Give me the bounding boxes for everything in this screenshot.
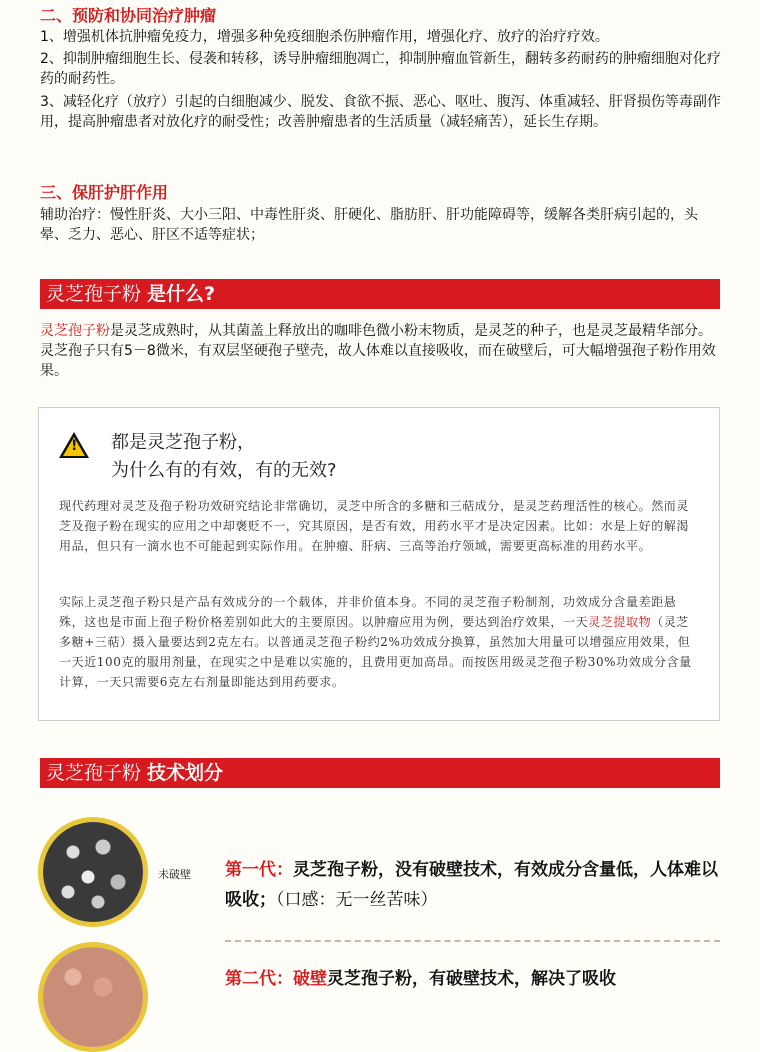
gen2-body: 灵芝孢子粉，有破壁技术，解决了吸收 [327, 969, 616, 989]
notice-p2-part-a: 实际上灵芝孢子粉只是产品有效成分的一个载体，并非价值本身。不同的灵芝孢子粉制剂，功效成分含量差距悬殊，这也是市面上孢子粉价格差别如此大的主要原因。以肿瘤应用为例，要达到治疗效果，一天 [59, 595, 677, 629]
notice-p2-part-b: （灵芝多糖+三萜）摄入量要达到2克左右。以普通灵芝孢子粉约2%功效成分换算，虽然加大用量可以增强应用效果，但一天近100克的服用剂量，在现实之中是难以实施的，且费用更加高昂。而按医用级灵芝孢子粉30%功效成分含量计算，一天只需要6克左右剂量即能达到用药要求。 [59, 615, 692, 689]
what-is-highlight: 灵芝孢子粉 [40, 323, 110, 339]
unbroken-spore-image [38, 817, 148, 927]
notice-question-1: 都是灵芝孢子粉， [111, 432, 255, 453]
gen1-text [225, 855, 720, 915]
section-title-liver: 三、保肝护肝作用 [40, 183, 169, 202]
banner-what-is [40, 279, 720, 309]
notice-box [38, 407, 720, 721]
banner-tech-suffix: 技术划分 [147, 762, 224, 784]
unbroken-label: 未破壁 [158, 868, 191, 881]
banner-tech-prefix: 灵芝孢子粉 [46, 762, 148, 784]
notice-p2-highlight: 灵芝提取物 [588, 615, 652, 629]
what-is-body: 是灵芝成熟时，从其菌盖上释放出的咖啡色微小粉末物质，是灵芝的种子，也是灵芝最精华部分。灵芝孢子只有5－8微米，有双层坚硬孢子壁壳，故人体难以直接吸收，而在破壁后，可大幅增强孢子粉作用效果。 [40, 323, 716, 379]
notice-question-2: 为什么有的有效，有的无效? [111, 460, 337, 481]
tumor-point-2: 2、抑制肿瘤细胞生长、侵袭和转移，诱导肿瘤细胞凋亡，抑制肿瘤血管新生，翻转多药耐药的肿瘤细胞对化疗药的耐药性。 [40, 51, 721, 87]
notice-paragraph-1: 现代药理对灵芝及孢子粉功效研究结论非常确切，灵芝中所含的多糖和三萜成分，是灵芝药理活性的核心。然而灵芝及孢子粉在现实的应用之中却褒贬不一，究其原因，是否有效，用药水平才是决定因素。比如：水是上好的解渴用品，但只有一滴水也不可能起到实际作用。在肿瘤、肝病、三高等治疗领域，需要更高标准的用药水平。 [59, 499, 690, 553]
banner-tech [40, 758, 720, 788]
what-is-text [40, 321, 725, 381]
gen2-text [225, 964, 720, 994]
notice-paragraph-2 [59, 592, 699, 692]
banner-what-is-suffix: 是什么? [147, 283, 216, 305]
divider [225, 940, 720, 942]
warning-icon: ! [59, 432, 89, 458]
gen1-title: 第一代： [225, 860, 293, 880]
tumor-point-3: 3、减轻化疗（放疗）引起的白细胞减少、脱发、食欲不振、恶心、呕吐、腹泻、体重减轻、肝肾损伤等毒副作用，提高肿瘤患者对放化疗的耐受性；改善肿瘤患者的生活质量（减轻痛苦），延长生存期。 [40, 94, 721, 130]
gen1-note: （口感：无一丝苦味） [276, 890, 438, 910]
banner-what-is-prefix: 灵芝孢子粉 [46, 283, 148, 305]
broken-spore-image [38, 942, 148, 1052]
section-title-tumor: 二、预防和协同治疗肿瘤 [40, 6, 217, 25]
gen1-body: 灵芝孢子粉，没有破壁技术，有效成分含量低，人体难以吸收； [225, 860, 718, 910]
liver-text: 辅助治疗：慢性肝炎、大小三阳、中毒性肝炎、肝硬化、脂肪肝、肝功能障碍等，缓解各类肝病引起的，头晕、乏力、恶心、肝区不适等症状； [40, 207, 698, 243]
tumor-point-1: 1、增强机体抗肿瘤免疫力，增强多种免疫细胞杀伤肿瘤作用，增强化疗、放疗的治疗疗效。 [40, 29, 609, 45]
gen2-title: 第二代： [225, 969, 293, 989]
gen2-highlight: 破壁 [293, 969, 327, 989]
